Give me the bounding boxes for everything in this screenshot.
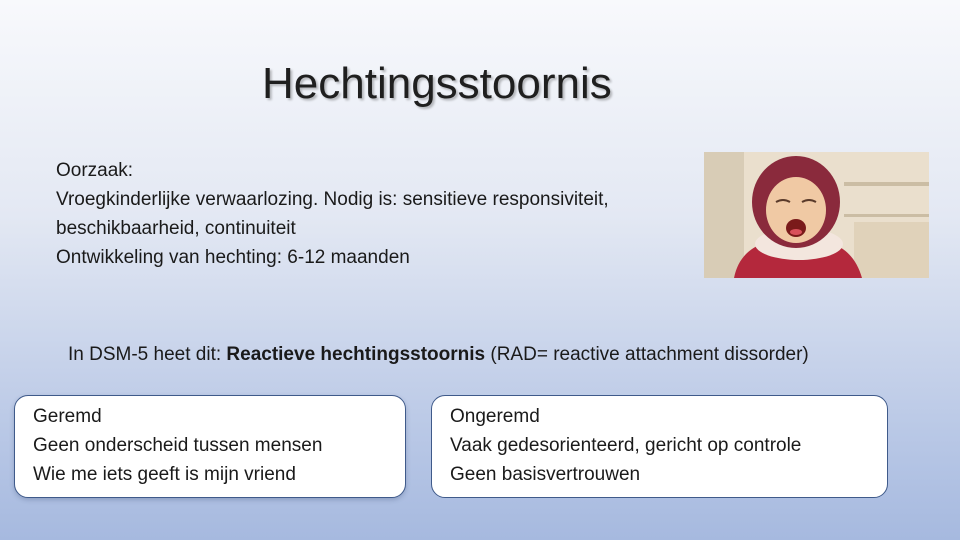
cause-line-2: beschikbaarheid, continuiteit <box>56 218 296 239</box>
dsm5-suffix: (RAD= reactive attachment dissorder) <box>485 344 809 365</box>
development-line: Ontwikkeling van hechting: 6-12 maanden <box>56 247 410 268</box>
disinhibited-type-line: Geen basisvertrouwen <box>450 464 641 485</box>
disinhibited-type-card <box>431 395 888 498</box>
inhibited-type-line: Geen onderscheid tussen mensen <box>33 435 323 456</box>
cause-heading: Oorzaak: <box>56 160 134 181</box>
inhibited-type-title: Geremd <box>33 406 102 427</box>
dsm5-prefix: In DSM-5 heet dit: <box>68 344 227 365</box>
crying-child-illustration <box>704 152 929 278</box>
dsm5-term: Reactieve hechtingsstoornis <box>226 344 486 365</box>
cause-line-1: Vroegkinderlijke verwaarlozing. Nodig is: sensitieve responsiviteit, <box>56 189 609 210</box>
inhibited-type-line: Wie me iets geeft is mijn vriend <box>33 464 296 485</box>
crying-child-photo <box>704 152 929 278</box>
inhibited-type-card <box>14 395 406 498</box>
dsm5-statement <box>68 340 928 370</box>
slide-title: Hechtingsstoornis <box>262 59 612 108</box>
disinhibited-type-line: Vaak gedesorienteerd, gericht op controle <box>450 435 802 456</box>
disinhibited-type-title: Ongeremd <box>450 406 540 427</box>
cause-text-block <box>56 156 706 272</box>
